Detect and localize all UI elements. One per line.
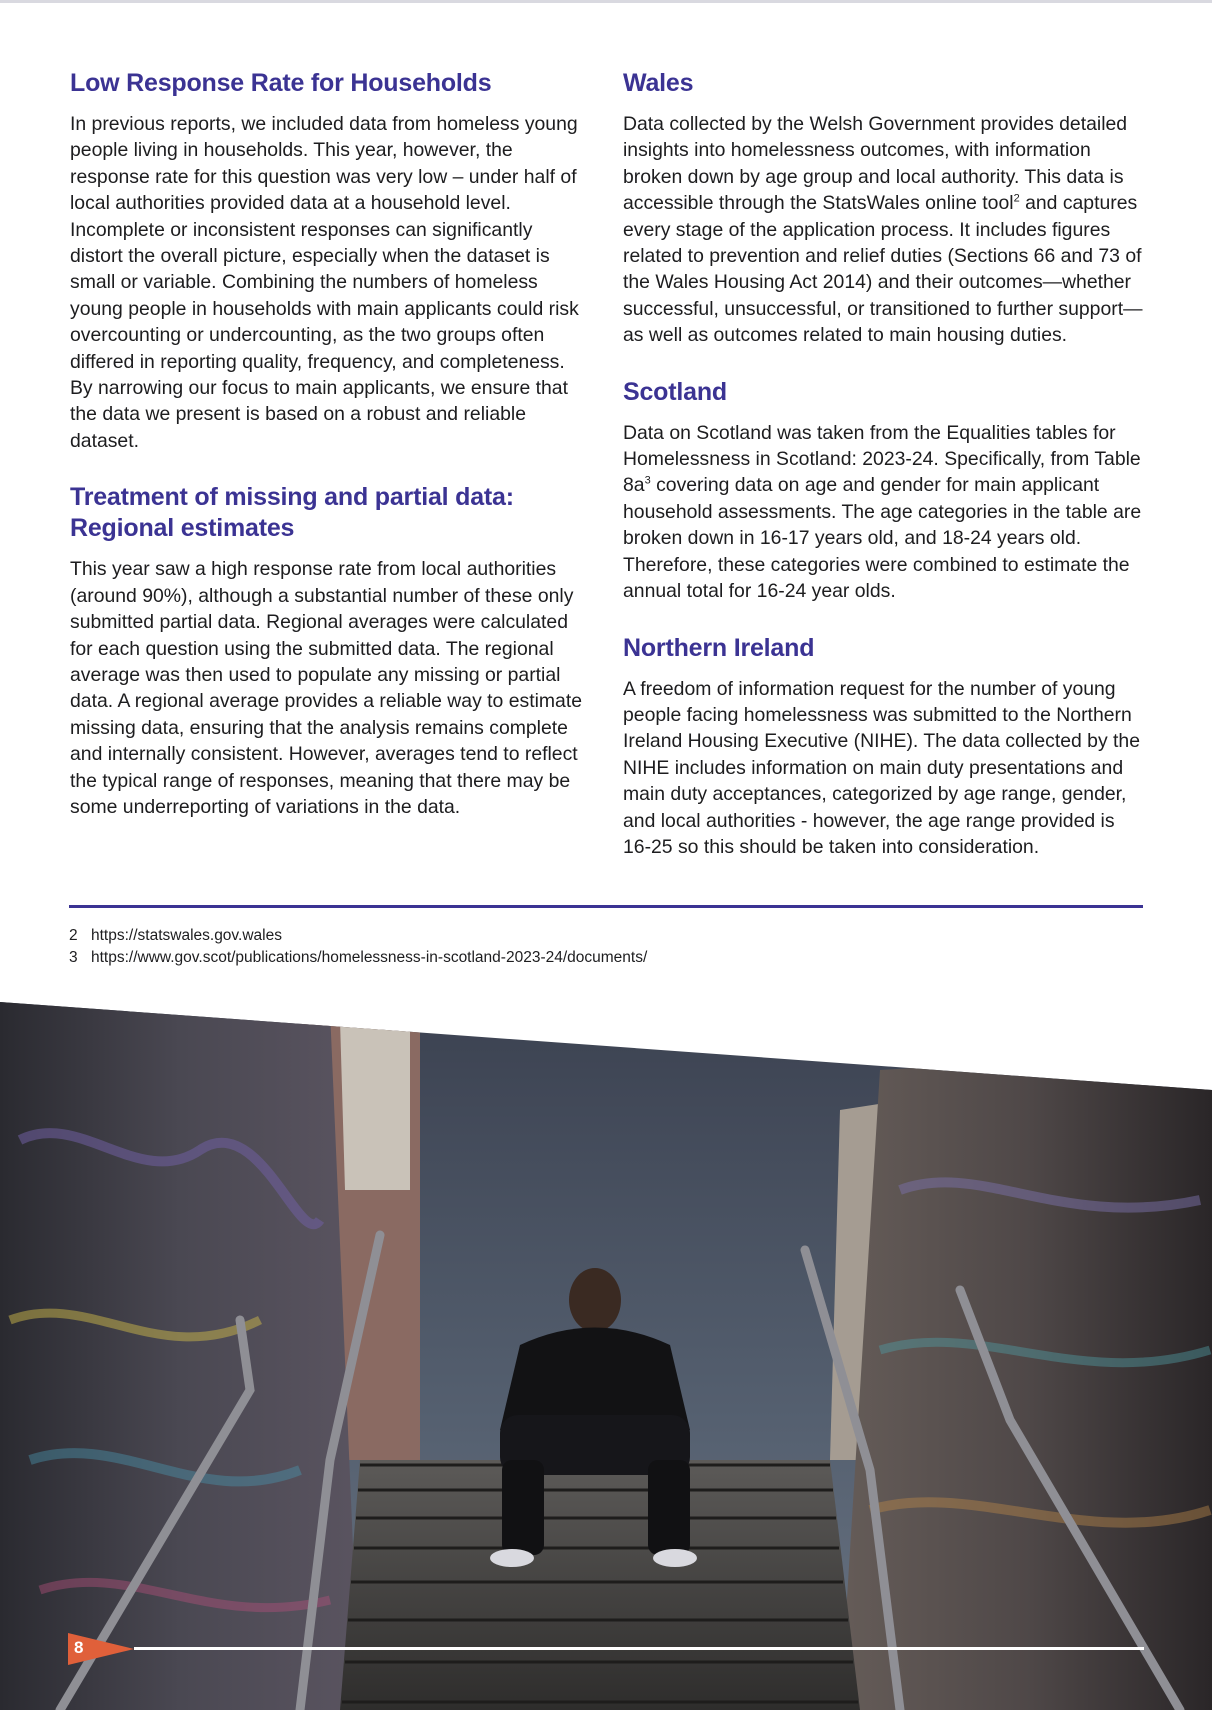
photo-illustration: [0, 990, 1212, 1710]
heading-scotland: Scotland: [623, 377, 727, 406]
page-number: 8: [74, 1638, 84, 1657]
footnote-link-statswales[interactable]: https://statswales.gov.wales: [91, 927, 282, 944]
right-column: [623, 68, 1143, 888]
scotland-text-part2: covering data on age and gender for main applicant household assessments. The age categories in the table are broken down in 16-17 years old, and 18-24 years old. Therefore, these categories were combined to estimate the annual total for 16-24 year olds.: [623, 474, 1142, 603]
footnote-divider: [69, 905, 1143, 908]
wales-text-part1: Data collected by the Welsh Government provides detailed insights into homelessness outcomes, with information broken down by age group and local authority. This data is accessible through the StatsWales online tool: [623, 113, 1128, 215]
paragraph-wales: [623, 111, 1143, 349]
photo-stairwell: [0, 990, 1212, 1710]
footnote-ref-3: 3: [644, 475, 651, 487]
footnote-3: [69, 947, 647, 969]
wales-text-part2: and captures every stage of the application process. It includes figures related to prevention and relief duties (Sections 66 and 73 of the Wales Housing Act 2014) and their outcomes—whether successful, unsuccessful, or transitioned to further support—as well as outcomes related to main housing duties.: [623, 192, 1143, 347]
footnote-number: 2: [69, 927, 78, 944]
left-column: [70, 68, 590, 848]
page-number-tab: [68, 1633, 134, 1665]
footnote-link-gov-scot[interactable]: https://www.gov.scot/publications/homelessness-in-scotland-2023-24/documents/: [91, 949, 648, 966]
footnotes: [69, 925, 647, 969]
footnote-number: 3: [69, 949, 78, 966]
paragraph-northern-ireland: A freedom of information request for the number of young people facing homelessness was submitted to the Northern Ireland Housing Executive (NIHE). The data collected by the NIHE includes information on main duty presentations and main duty acceptances, categorized by age range, gender, and local authorities - however, the age range provided is 16-25 so this should be taken into consideration.: [623, 677, 1140, 858]
page-footer-rule: [134, 1647, 1144, 1650]
footnote-2: [69, 925, 647, 947]
top-border: [0, 0, 1212, 3]
heading-northern-ireland: Northern Ireland: [623, 633, 815, 662]
paragraph-low-response-rate: In previous reports, we included data from homeless young people living in households. This year, however, the response rate for this question was very low – under half of local authorities provided data at a household level. Incomplete or inconsistent responses can significantly distort the overall picture, especially when the dataset is small or variable. Combining the numbers of homeless young people in households with main applicants could risk overcounting or undercounting, as the two groups often differed in reporting quality, frequency, and completeness. By narrowing our focus to main applicants, we ensure that the data we present is based on a robust and reliable dataset.: [70, 113, 579, 452]
paragraph-missing-partial-data: This year saw a high response rate from local authorities (around 90%), although a substantial number of these only submitted partial data. Regional averages were calculated for each question using the submitted data. The regional average was then used to populate any missing or partial data. A regional average provides a reliable way to estimate missing data, ensuring that the analysis remains complete and internally consistent. However, averages tend to reflect the typical range of responses, meaning that there may be some underreporting of variations in the data.: [70, 558, 583, 818]
footnote-ref-2: 2: [1013, 192, 1020, 205]
heading-low-response-rate: Low Response Rate for Households: [70, 69, 492, 97]
heading-wales: Wales: [623, 69, 694, 97]
scotland-text-part1: Data on Scotland was taken from the Equalities tables for Homelessness in Scotland: 2023-24. Specifically, from Table 8a: [623, 421, 1141, 497]
paragraph-scotland: [623, 420, 1143, 605]
heading-missing-partial-data: Treatment of missing and partial data: Regional estimates: [70, 483, 514, 543]
